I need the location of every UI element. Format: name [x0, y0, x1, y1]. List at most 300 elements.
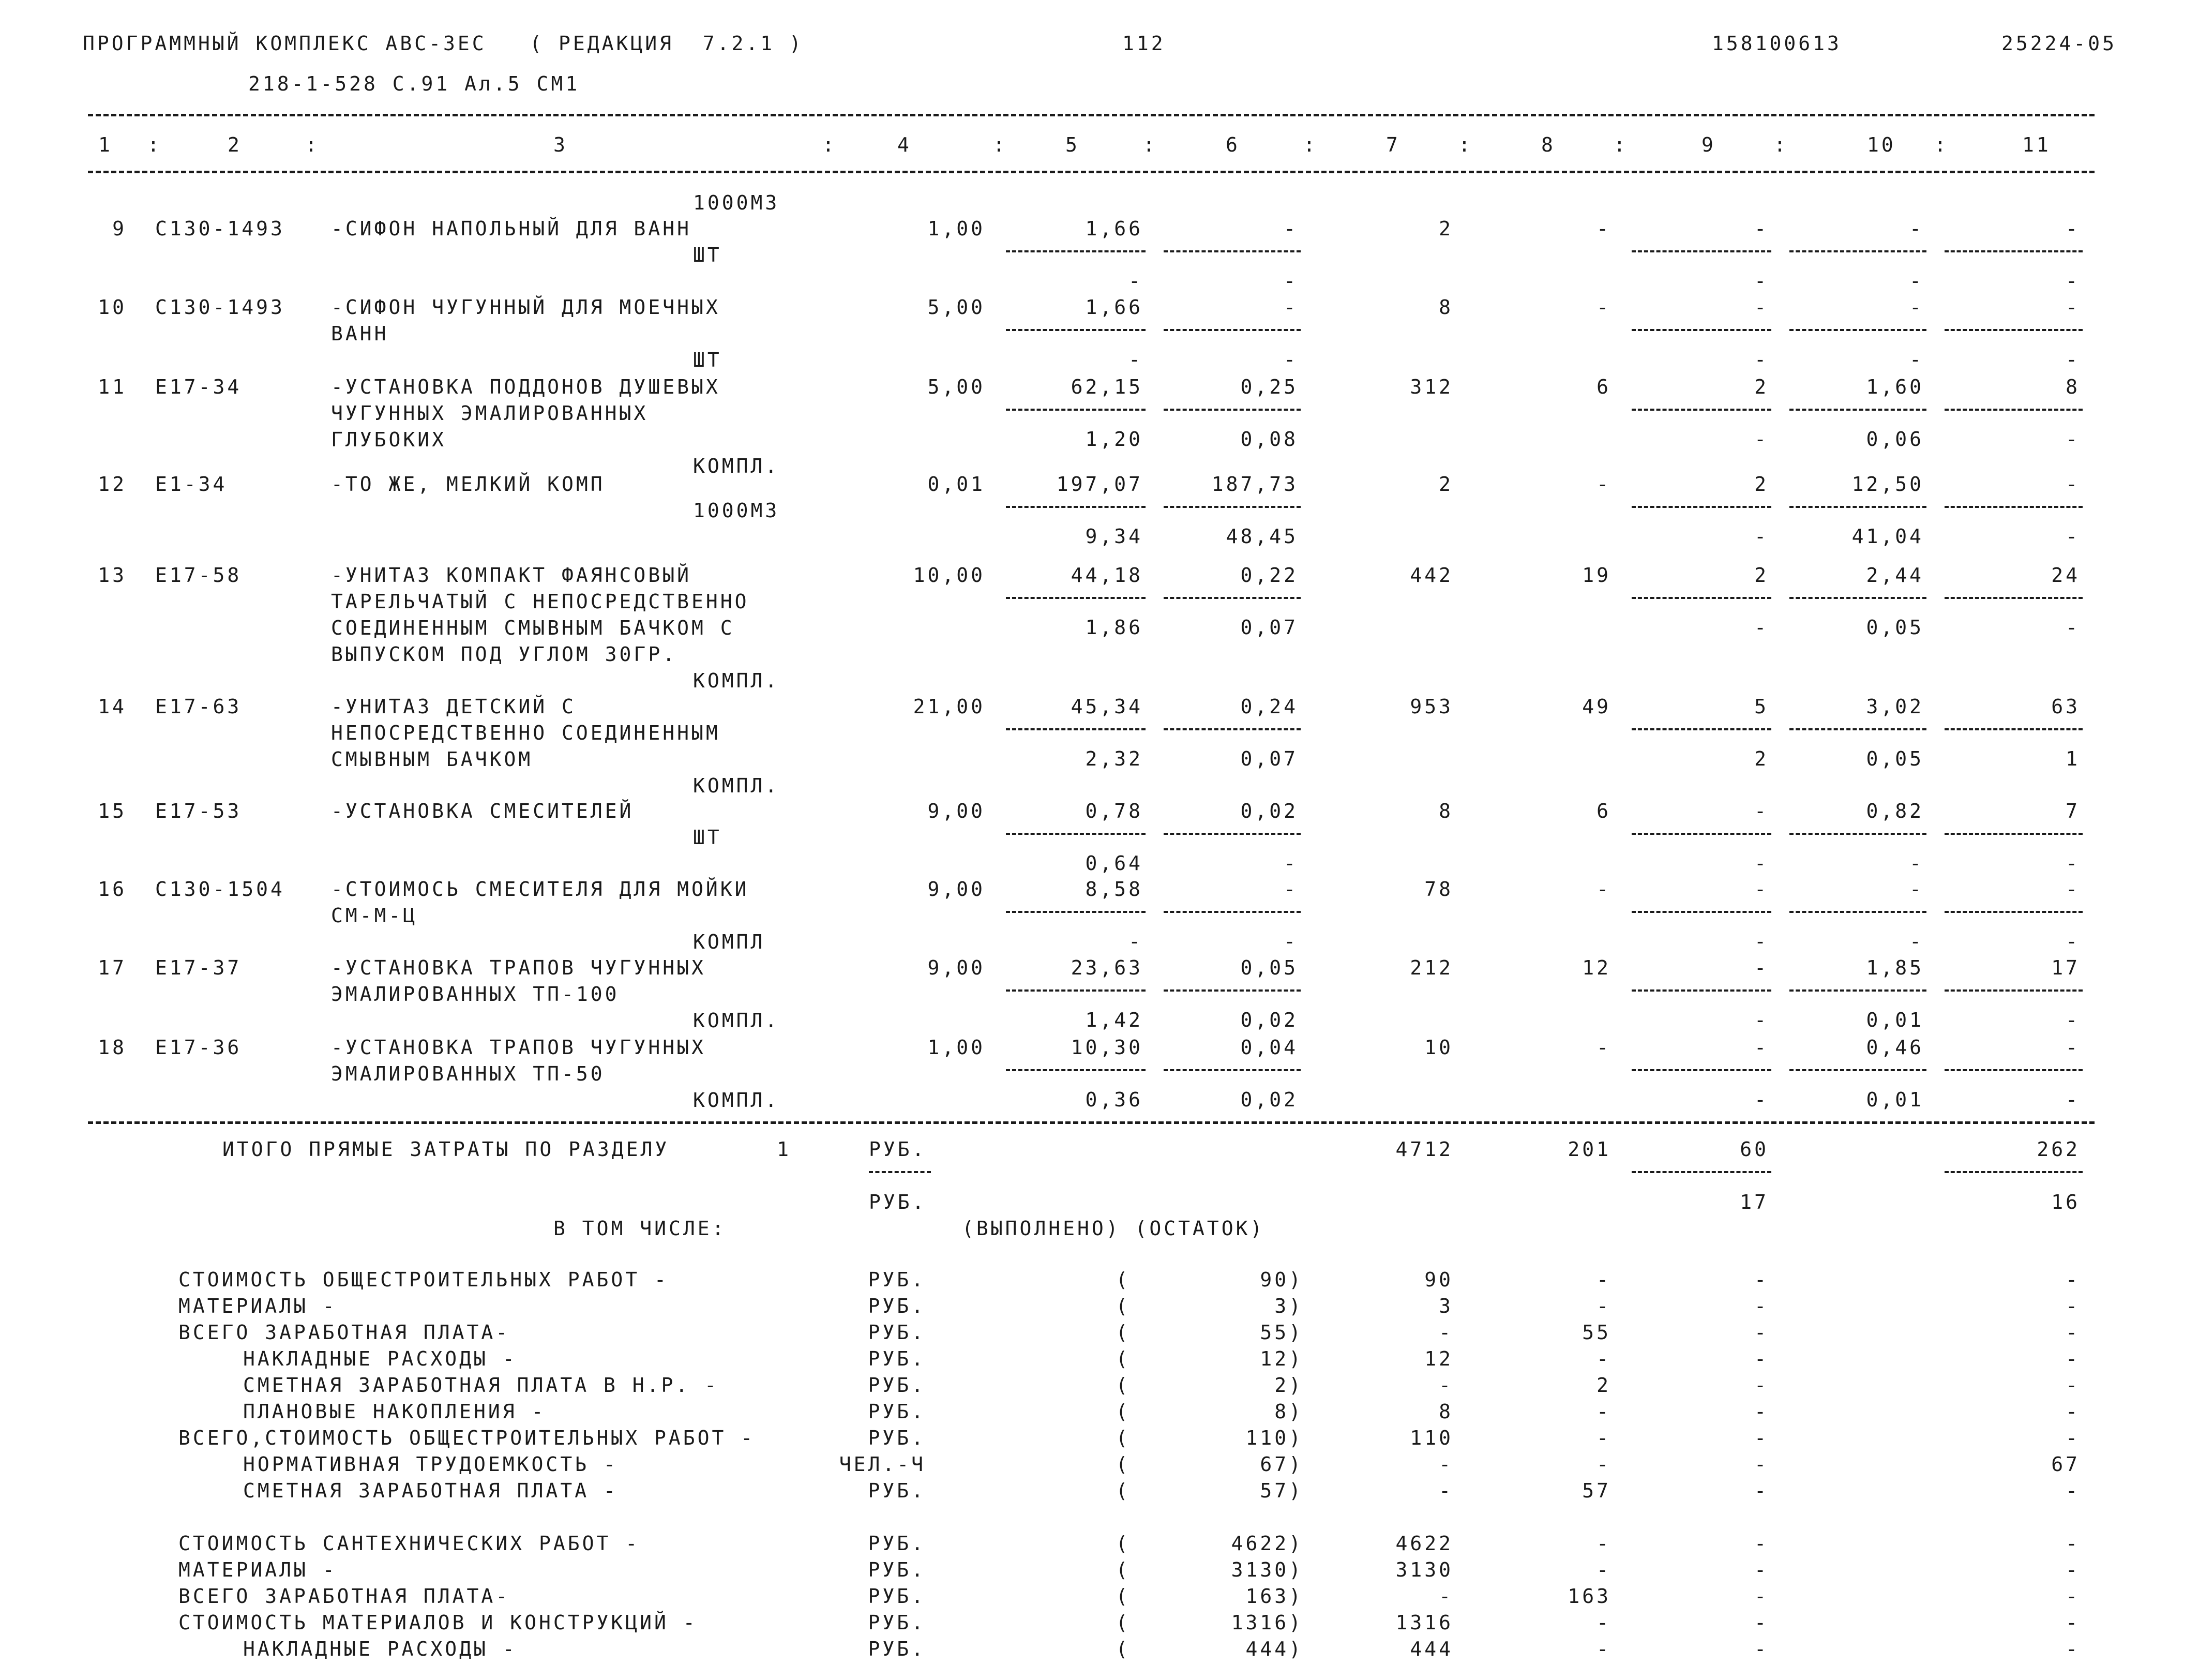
row-unit: ШТ — [693, 349, 722, 371]
breakdown-c11: - — [2066, 1479, 2080, 1502]
column-header-4: 3 — [553, 133, 568, 156]
column-header-13: : — [1458, 133, 1473, 156]
row-code: Е17-34 — [155, 376, 242, 398]
row-description: -СИФОН НАПОЛЬНЫЙ ДЛЯ ВАНН — [331, 217, 691, 240]
breakdown-label: СТОИМОСТЬ ОБЩЕСТРОИТЕЛЬНЫХ РАБОТ - — [178, 1268, 669, 1291]
dashed-underline — [1789, 409, 1926, 411]
breakdown-c7: - — [1439, 1479, 1453, 1502]
breakdown-c7: 3 — [1439, 1295, 1453, 1317]
row-unit: КОМПЛ. — [693, 455, 780, 477]
cell-c6: 0,02 — [1240, 800, 1298, 822]
cell-c8: 49 — [1582, 695, 1611, 718]
breakdown-c11: - — [2066, 1532, 2080, 1555]
breakdown-c9: - — [1754, 1611, 1769, 1634]
cell-c8: - — [1596, 1036, 1611, 1059]
cell-c5: 1,66 — [1085, 217, 1143, 240]
cell-c11: 24 — [2051, 564, 2080, 587]
cell-c11: 8 — [2066, 376, 2080, 398]
breakdown-c11: - — [2066, 1585, 2080, 1608]
cell-c5: 197,07 — [1056, 473, 1143, 496]
row-number: 13 — [98, 564, 127, 587]
breakdown-c11: - — [2066, 1268, 2080, 1291]
row-unit: ШТ — [693, 826, 722, 849]
breakdown-c9: - — [1754, 1453, 1769, 1476]
breakdown-c11: - — [2066, 1321, 2080, 1344]
breakdown-c9: - — [1754, 1295, 1769, 1317]
column-header-17: : — [1774, 133, 1788, 156]
row-code: С130-1504 — [155, 878, 285, 901]
totals-c8: 201 — [1568, 1138, 1611, 1161]
row-number: 11 — [98, 376, 127, 398]
cell-c10-sub: 0,01 — [1866, 1009, 1924, 1031]
cell-c9: - — [1754, 1036, 1769, 1059]
cell-c4: 10,00 — [913, 564, 985, 587]
breakdown-c8: 57 — [1582, 1479, 1611, 1502]
dashed-underline — [1789, 989, 1926, 992]
cell-c10: - — [1909, 878, 1924, 901]
cell-c10: 2,44 — [1866, 564, 1924, 587]
dashed-underline — [1006, 989, 1146, 992]
breakdown-paren: ( 3) — [1116, 1295, 1303, 1317]
dashed-underline — [1164, 506, 1301, 508]
column-header-6: 4 — [897, 133, 912, 156]
dashed-underline — [1632, 911, 1771, 913]
breakdown-paren: ( 57) — [1116, 1479, 1303, 1502]
dashed-underline — [1789, 250, 1926, 252]
document-subtitle: 218-1-528 С.91 Ал.5 СМ1 — [248, 72, 580, 95]
cell-c8: - — [1596, 473, 1611, 496]
including-label: В ТОМ ЧИСЛЕ: — [553, 1217, 727, 1240]
breakdown-unit: РУБ. — [868, 1479, 926, 1502]
dashed-underline — [1789, 728, 1926, 730]
cell-c8: 6 — [1596, 376, 1611, 398]
cell-c6-sub: - — [1284, 852, 1298, 875]
cell-c7: 2 — [1439, 473, 1453, 496]
breakdown-c8: 163 — [1568, 1585, 1611, 1608]
breakdown-paren: ( 90) — [1116, 1268, 1303, 1291]
cell-c11-sub: - — [2066, 1009, 2080, 1031]
breakdown-c9: - — [1754, 1427, 1769, 1449]
breakdown-c11: - — [2066, 1347, 2080, 1370]
dashed-underline — [1164, 597, 1301, 599]
breakdown-c8: - — [1596, 1611, 1611, 1634]
totals-section: 1 — [777, 1138, 791, 1161]
dashed-underline — [1632, 506, 1771, 508]
breakdown-c9: - — [1754, 1638, 1769, 1660]
dashed-underline — [1164, 989, 1301, 992]
cell-c11-sub: - — [2066, 348, 2080, 371]
cell-c11: - — [2066, 878, 2080, 901]
document-id: 25224-05 — [2001, 32, 2117, 55]
breakdown-c9: - — [1754, 1268, 1769, 1291]
breakdown-label: ПЛАНОВЫЕ НАКОПЛЕНИЯ - — [243, 1400, 546, 1423]
dashed-underline — [1945, 989, 2083, 992]
breakdown-c11: - — [2066, 1374, 2080, 1397]
row-number: 9 — [112, 217, 127, 240]
cell-c11-sub: - — [2066, 1088, 2080, 1111]
breakdown-c7: - — [1439, 1321, 1453, 1344]
program-title: ПРОГРАММНЫЙ КОМПЛЕКС АВС-3ЕС ( РЕДАКЦИЯ 7.2.1 ) — [83, 32, 804, 55]
row-unit: КОМПЛ. — [693, 669, 780, 692]
dashed-underline — [1632, 833, 1771, 835]
cell-c6-sub: 0,02 — [1240, 1009, 1298, 1031]
cell-c11-sub: - — [2066, 525, 2080, 548]
breakdown-c8: - — [1596, 1268, 1611, 1291]
cell-c5-sub: - — [1128, 930, 1143, 953]
breakdown-c8: 2 — [1596, 1374, 1611, 1397]
row-description: ЭМАЛИРОВАННЫХ ТП-50 — [331, 1062, 605, 1085]
row-description: ТАРЕЛЬЧАТЫЙ С НЕПОСРЕДСТВЕННО — [331, 590, 749, 613]
cell-c11-sub: - — [2066, 428, 2080, 451]
breakdown-c7: 110 — [1410, 1427, 1453, 1449]
column-header-15: : — [1614, 133, 1628, 156]
breakdown-paren: ( 12) — [1116, 1347, 1303, 1370]
totals-c11-sub: 16 — [2051, 1191, 2080, 1213]
breakdown-label: СМЕТНАЯ ЗАРАБОТНАЯ ПЛАТА В Н.Р. - — [243, 1374, 719, 1397]
cell-c9-sub: - — [1754, 1009, 1769, 1031]
totals-c7: 4712 — [1395, 1138, 1453, 1161]
column-header-20: 11 — [2022, 133, 2051, 156]
cell-c6: 187,73 — [1211, 473, 1298, 496]
cell-c11-sub: - — [2066, 616, 2080, 639]
breakdown-c11: - — [2066, 1638, 2080, 1660]
cell-c6: - — [1284, 878, 1298, 901]
cell-c6: 0,22 — [1240, 564, 1298, 587]
cell-c10: 1,60 — [1866, 376, 1924, 398]
breakdown-c7: 1316 — [1395, 1611, 1453, 1634]
cell-c10: 12,50 — [1851, 473, 1924, 496]
row-number: 17 — [98, 956, 127, 979]
dashed-underline — [1945, 833, 2083, 835]
breakdown-c8: - — [1596, 1638, 1611, 1660]
row-description: ВЫПУСКОМ ПОД УГЛОМ 30ГР. — [331, 643, 677, 666]
row-description: СОЕДИНЕННЫМ СМЫВНЫМ БАЧКОМ С — [331, 617, 735, 639]
breakdown-unit: РУБ. — [868, 1347, 926, 1370]
breakdown-label: СТОИМОСТЬ МАТЕРИАЛОВ И КОНСТРУКЦИЙ - — [178, 1611, 698, 1634]
cell-c10-sub: - — [1909, 930, 1924, 953]
cell-c5: 44,18 — [1071, 564, 1143, 587]
breakdown-unit: ЧЕЛ.-Ч — [839, 1453, 926, 1476]
breakdown-c9: - — [1754, 1400, 1769, 1423]
cell-c9: - — [1754, 217, 1769, 240]
breakdown-c9: - — [1754, 1479, 1769, 1502]
cell-c4: 1,00 — [927, 1036, 985, 1059]
cell-c9: 2 — [1754, 473, 1769, 496]
dashed-underline — [1789, 911, 1926, 913]
cell-c9-sub: - — [1754, 348, 1769, 371]
row-code: Е17-53 — [155, 800, 242, 822]
breakdown-paren: ( 2) — [1116, 1374, 1303, 1397]
breakdown-paren: ( 4622) — [1116, 1532, 1303, 1555]
breakdown-label: НАКЛАДНЫЕ РАСХОДЫ - — [243, 1638, 517, 1660]
cell-c6-sub: - — [1284, 269, 1298, 292]
dashed-underline — [1164, 409, 1301, 411]
dashed-underline — [1945, 506, 2083, 508]
breakdown-unit: РУБ. — [868, 1400, 926, 1423]
cell-c4: 1,00 — [927, 217, 985, 240]
breakdown-c11: - — [2066, 1427, 2080, 1449]
dashed-underline — [1945, 409, 2083, 411]
cell-c9-sub: 2 — [1754, 747, 1769, 770]
breakdown-unit: РУБ. — [868, 1268, 926, 1291]
cell-c9: - — [1754, 296, 1769, 319]
breakdown-unit: РУБ. — [868, 1611, 926, 1634]
breakdown-c11: 67 — [2051, 1453, 2080, 1476]
breakdown-c9: - — [1754, 1374, 1769, 1397]
breakdown-c7: 12 — [1424, 1347, 1453, 1370]
dashed-underline — [1164, 833, 1301, 835]
row-number: 12 — [98, 473, 127, 496]
breakdown-paren: ( 67) — [1116, 1453, 1303, 1476]
row-description: НЕПОСРЕДСТВЕННО СОЕДИНЕННЫМ — [331, 722, 720, 744]
cell-c11: - — [2066, 473, 2080, 496]
row-unit: 1000М3 — [693, 499, 780, 522]
dashed-underline — [1006, 1069, 1146, 1071]
cell-c11: 17 — [2051, 956, 2080, 979]
cell-c5-sub: 0,64 — [1085, 852, 1143, 875]
cell-c5: 62,15 — [1071, 376, 1143, 398]
cell-c10-sub: - — [1909, 269, 1924, 292]
cell-c11-sub: - — [2066, 852, 2080, 875]
breakdown-c7: 444 — [1410, 1638, 1453, 1660]
breakdown-c11: - — [2066, 1295, 2080, 1317]
row-description: -ТО ЖЕ, МЕЛКИЙ КОМП — [331, 473, 605, 496]
cell-c5: 10,30 — [1071, 1036, 1143, 1059]
cell-c7: 8 — [1439, 800, 1453, 822]
dashed-underline — [1945, 1069, 2083, 1071]
column-header-2: 2 — [228, 133, 242, 156]
row-unit: ШТ — [693, 244, 722, 266]
cell-c5: 1,66 — [1085, 296, 1143, 319]
cell-c11: - — [2066, 217, 2080, 240]
totals-c9: 60 — [1740, 1138, 1769, 1161]
breakdown-paren: ( 444) — [1116, 1638, 1303, 1660]
breakdown-c7: 90 — [1424, 1268, 1453, 1291]
cell-c6-sub: 0,07 — [1240, 747, 1298, 770]
row-number: 14 — [98, 695, 127, 718]
page-number: 112 — [1122, 32, 1166, 55]
cell-c4: 5,00 — [927, 296, 985, 319]
cell-c10-sub: 0,05 — [1866, 747, 1924, 770]
breakdown-c8: - — [1596, 1400, 1611, 1423]
row-description: ЭМАЛИРОВАННЫХ ТП-100 — [331, 983, 620, 1006]
cell-c9-sub: - — [1754, 525, 1769, 548]
dashed-underline — [1632, 597, 1771, 599]
breakdown-unit: РУБ. — [868, 1585, 926, 1608]
cell-c5: 8,58 — [1085, 878, 1143, 901]
cell-c8: 12 — [1582, 956, 1611, 979]
breakdown-label: НОРМАТИВНАЯ ТРУДОЕМКОСТЬ - — [243, 1453, 618, 1476]
breakdown-c8: - — [1596, 1453, 1611, 1476]
breakdown-c11: - — [2066, 1611, 2080, 1634]
dashed-underline — [869, 1171, 931, 1173]
dashed-underline — [1006, 329, 1146, 331]
totals-c11: 262 — [2037, 1138, 2080, 1161]
cell-c8: - — [1596, 296, 1611, 319]
breakdown-label: СТОИМОСТЬ САНТЕХНИЧЕСКИХ РАБОТ - — [178, 1532, 640, 1555]
row-description: СМ-М-Ц — [331, 904, 418, 927]
breakdown-c8: - — [1596, 1347, 1611, 1370]
cell-c6-sub: 0,07 — [1240, 616, 1298, 639]
cell-c10: 0,46 — [1866, 1036, 1924, 1059]
cell-c4: 0,01 — [927, 473, 985, 496]
cell-c5-sub: 9,34 — [1085, 525, 1143, 548]
cell-c10-sub: 0,05 — [1866, 616, 1924, 639]
breakdown-paren: ( 55) — [1116, 1321, 1303, 1344]
column-header-16: 9 — [1701, 133, 1716, 156]
column-header-0: 1 — [98, 133, 113, 156]
cell-c6-sub: 0,08 — [1240, 428, 1298, 451]
breakdown-c7: 3130 — [1395, 1558, 1453, 1581]
dashed-underline — [1006, 409, 1146, 411]
cell-c7: 8 — [1439, 296, 1453, 319]
dashed-underline — [1164, 250, 1301, 252]
breakdown-c7: 8 — [1439, 1400, 1453, 1423]
cell-c9: - — [1754, 878, 1769, 901]
dashed-underline — [1006, 597, 1146, 599]
cell-c5-sub: 1,20 — [1085, 428, 1143, 451]
cell-c7: 2 — [1439, 217, 1453, 240]
cell-c6: 0,24 — [1240, 695, 1298, 718]
cell-c9-sub: - — [1754, 1088, 1769, 1111]
column-header-14: 8 — [1541, 133, 1556, 156]
breakdown-c9: - — [1754, 1321, 1769, 1344]
cell-c5-sub: 1,86 — [1085, 616, 1143, 639]
cell-c4: 9,00 — [927, 878, 985, 901]
cell-c11-sub: - — [2066, 930, 2080, 953]
cell-c10-sub: - — [1909, 348, 1924, 371]
cell-c10: - — [1909, 217, 1924, 240]
totals-unit-2: РУБ. — [869, 1191, 927, 1213]
cell-c6-sub: 48,45 — [1226, 525, 1298, 548]
cell-c7: 212 — [1410, 956, 1453, 979]
breakdown-label: НАКЛАДНЫЕ РАСХОДЫ - — [243, 1347, 517, 1370]
cell-c4: 5,00 — [927, 376, 985, 398]
cell-c11: - — [2066, 1036, 2080, 1059]
column-header-1: : — [147, 133, 162, 156]
column-header-10: 6 — [1226, 133, 1240, 156]
column-header-11: : — [1303, 133, 1318, 156]
done-remainder-label: (ВЫПОЛНЕНО) (ОСТАТОК) — [962, 1217, 1265, 1240]
dashed-underline — [1632, 1171, 1771, 1173]
row-code: Е17-63 — [155, 695, 242, 718]
breakdown-c11: - — [2066, 1558, 2080, 1581]
cell-c10-sub: - — [1909, 852, 1924, 875]
breakdown-unit: РУБ. — [868, 1558, 926, 1581]
cell-c10: 1,85 — [1866, 956, 1924, 979]
cell-c9-sub: - — [1754, 852, 1769, 875]
cell-c9: 2 — [1754, 564, 1769, 587]
cell-c7: 442 — [1410, 564, 1453, 587]
breakdown-label: СМЕТНАЯ ЗАРАБОТНАЯ ПЛАТА - — [243, 1479, 618, 1502]
row-code: Е1-34 — [155, 473, 228, 496]
cell-c4: 9,00 — [927, 956, 985, 979]
totals-unit: РУБ. — [869, 1138, 927, 1161]
cell-c9: 2 — [1754, 376, 1769, 398]
row-unit: КОМПЛ. — [693, 774, 780, 797]
row-description: -УСТАНОВКА СМЕСИТЕЛЕЙ — [331, 800, 634, 822]
row-description: СМЫВНЫМ БАЧКОМ — [331, 748, 533, 771]
document-code: 158100613 — [1712, 32, 1842, 55]
breakdown-c11: - — [2066, 1400, 2080, 1423]
row-number: 18 — [98, 1036, 127, 1059]
cell-c7: 953 — [1410, 695, 1453, 718]
row-number: 16 — [98, 878, 127, 901]
breakdown-paren: ( 3130) — [1116, 1558, 1303, 1581]
column-header-12: 7 — [1386, 133, 1400, 156]
cell-c6-sub: - — [1284, 348, 1298, 371]
breakdown-c8: - — [1596, 1427, 1611, 1449]
column-header-7: : — [993, 133, 1007, 156]
breakdown-paren: ( 8) — [1116, 1400, 1303, 1423]
cell-c5: 0,78 — [1085, 800, 1143, 822]
dashed-underline — [1164, 728, 1301, 730]
row-code: Е17-37 — [155, 956, 242, 979]
breakdown-label: МАТЕРИАЛЫ - — [178, 1295, 337, 1317]
cell-c6-sub: - — [1284, 930, 1298, 953]
row-unit: КОМПЛ. — [693, 1009, 780, 1032]
dashed-underline — [1632, 329, 1771, 331]
row-description: -СТОИМОСЬ СМЕСИТЕЛЯ ДЛЯ МОЙКИ — [331, 878, 749, 901]
cell-c10-sub: 0,01 — [1866, 1088, 1924, 1111]
breakdown-label: ВСЕГО,СТОИМОСТЬ ОБЩЕСТРОИТЕЛЬНЫХ РАБОТ - — [178, 1427, 756, 1449]
dashed-separator — [88, 114, 2095, 116]
row-description: ГЛУБОКИХ — [331, 428, 447, 451]
dashed-underline — [1006, 250, 1146, 252]
cell-c10-sub: 41,04 — [1851, 525, 1924, 548]
column-header-9: : — [1143, 133, 1157, 156]
breakdown-paren: ( 1316) — [1116, 1611, 1303, 1634]
cell-c10: 0,82 — [1866, 800, 1924, 822]
cell-c6-sub: 0,02 — [1240, 1088, 1298, 1111]
row-number: 15 — [98, 800, 127, 822]
cell-c11-sub: - — [2066, 269, 2080, 292]
row-description: -УНИТАЗ ДЕТСКИЙ С — [331, 695, 576, 718]
row-description: -СИФОН ЧУГУННЫЙ ДЛЯ МОЕЧНЫХ — [331, 296, 720, 319]
totals-label: ИТОГО ПРЯМЫЕ ЗАТРАТЫ ПО РАЗДЕЛУ — [222, 1138, 670, 1161]
cell-c4: 21,00 — [913, 695, 985, 718]
dashed-underline — [1945, 911, 2083, 913]
row-unit: КОМПЛ. — [693, 1089, 780, 1112]
cell-c9-sub: - — [1754, 930, 1769, 953]
breakdown-unit: РУБ. — [868, 1374, 926, 1397]
cell-c10: - — [1909, 296, 1924, 319]
column-header-5: : — [822, 133, 837, 156]
cell-c5-sub: 2,32 — [1085, 747, 1143, 770]
cell-c6: 0,04 — [1240, 1036, 1298, 1059]
cell-c9: 5 — [1754, 695, 1769, 718]
dashed-underline — [1164, 911, 1301, 913]
row-unit: КОМПЛ — [693, 931, 765, 953]
cell-c8: 19 — [1582, 564, 1611, 587]
dashed-underline — [1006, 833, 1146, 835]
cell-c7: 312 — [1410, 376, 1453, 398]
dashed-underline — [1945, 728, 2083, 730]
dashed-separator — [88, 1121, 2095, 1124]
dashed-underline — [1945, 250, 2083, 252]
breakdown-c8: - — [1596, 1532, 1611, 1555]
column-header-18: 10 — [1867, 133, 1896, 156]
dashed-underline — [1632, 250, 1771, 252]
dashed-underline — [1006, 728, 1146, 730]
row-code: Е17-58 — [155, 564, 242, 587]
breakdown-c9: - — [1754, 1585, 1769, 1608]
row-description: ЧУГУННЫХ ЭМАЛИРОВАННЫХ — [331, 402, 649, 425]
cell-c8: 6 — [1596, 800, 1611, 822]
cell-c11: 63 — [2051, 695, 2080, 718]
row-code: С130-1493 — [155, 217, 285, 240]
breakdown-unit: РУБ. — [868, 1295, 926, 1317]
